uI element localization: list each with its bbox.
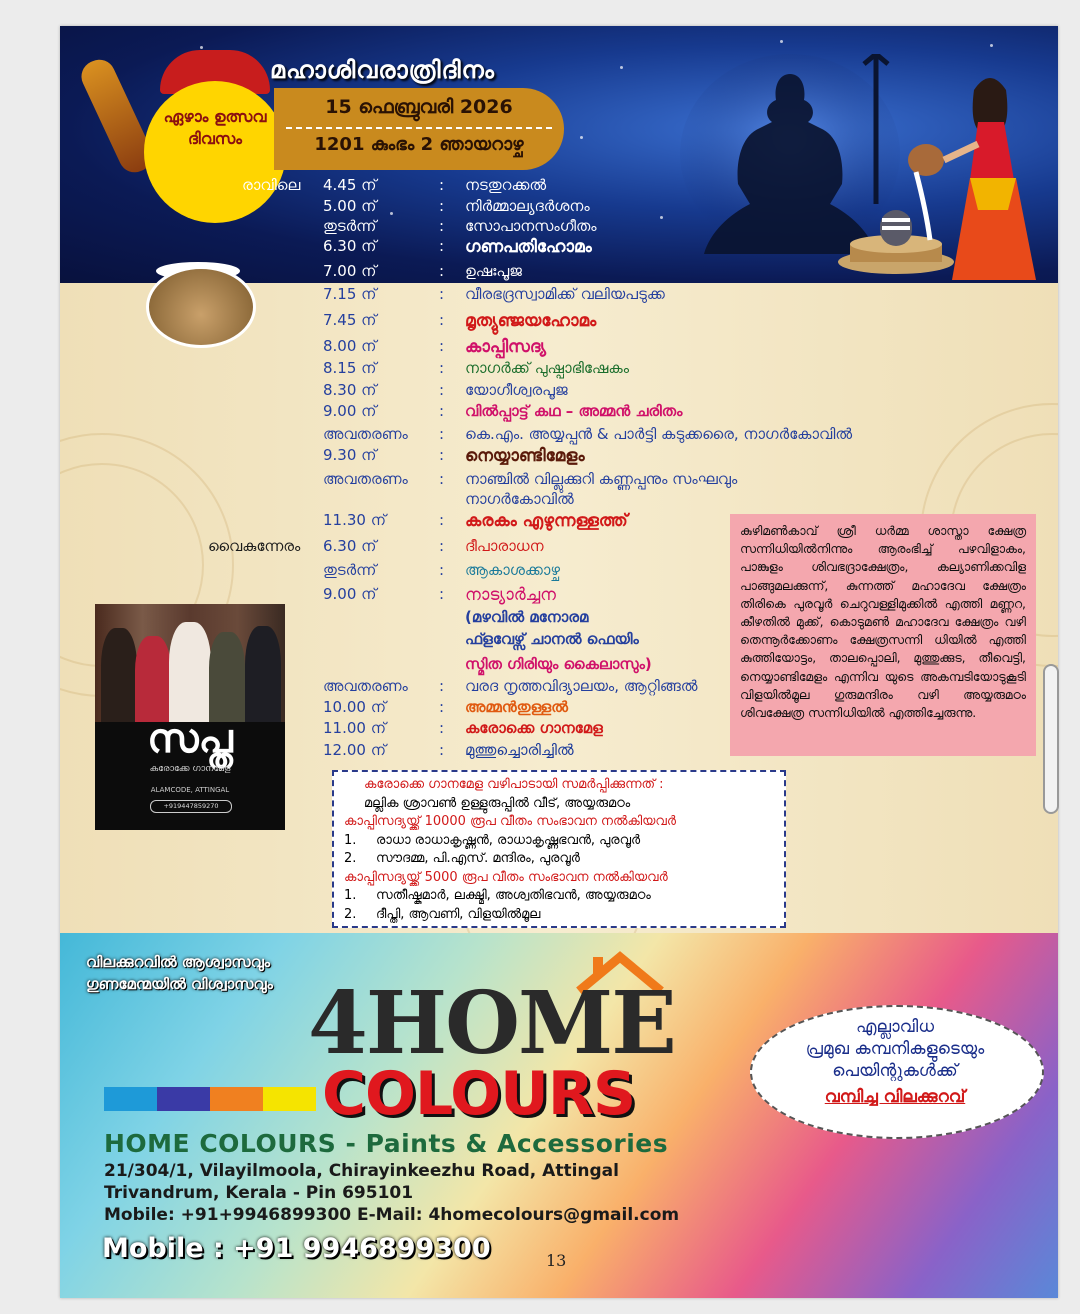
schedule-time: 6.30 ന് bbox=[323, 537, 377, 555]
schedule-time: 7.15 ന് bbox=[323, 285, 377, 303]
schedule-row bbox=[60, 237, 1058, 259]
schedule-colon: : bbox=[439, 511, 445, 529]
schedule-row bbox=[60, 197, 1058, 219]
date-english: 15 ഫെബ്രുവരി 2026 bbox=[325, 96, 513, 118]
schedule-row bbox=[60, 490, 1058, 512]
schedule-event: നടതുറക്കൽ bbox=[465, 176, 547, 194]
sponsor-heading: കരോക്കെ ഗാനമേള വഴിപാടായി സമർപ്പിക്കുന്നത് : bbox=[364, 777, 664, 792]
schedule-event: വീരഭദ്രസ്വാമിക്ക് വലിയപടുക്ക bbox=[465, 285, 665, 303]
schedule-event: (മഴവിൽ മനോരമ bbox=[465, 608, 589, 626]
schedule-event: നാഞ്ചിൽ വില്ലുക്കുറി കണ്ണപ്പനും സംഘവും bbox=[465, 470, 738, 488]
troupe-poster bbox=[95, 604, 285, 830]
schedule-time: 8.00 ന് bbox=[323, 337, 377, 355]
schedule-row bbox=[60, 446, 1058, 468]
schedule-colon: : bbox=[439, 337, 445, 355]
sponsor-item bbox=[344, 850, 774, 869]
ad-address: Trivandrum, Kerala - Pin 695101 bbox=[104, 1183, 414, 1203]
schedule-event: നിർമ്മാല്യദർശനം bbox=[465, 197, 590, 215]
sponsor-group-heading: കാപ്പിസദ്യയ്ക്ക് 5000 രൂപ വീതം സംഭാവന നൽകിയവർ bbox=[344, 869, 668, 885]
schedule-event: നാട്യാർച്ചന bbox=[465, 585, 556, 605]
ad-slogan: ഗുണമേന്മയിൽ വിശ്വാസവും bbox=[86, 975, 273, 993]
schedule-time: 8.15 ന് bbox=[323, 359, 377, 377]
schedule-row bbox=[60, 311, 1058, 333]
schedule-colon: : bbox=[439, 741, 445, 759]
programme-page bbox=[60, 26, 1058, 1298]
troupe-location: ALAMCODE, ATTINGAL bbox=[150, 786, 230, 794]
schedule-event: ദീപാരാധന bbox=[465, 537, 544, 555]
date-malayalam: 1201 കുംഭം 2 ഞായറാഴ്ച bbox=[314, 134, 524, 155]
schedule-time: 7.00 ന് bbox=[323, 262, 377, 280]
schedule-row bbox=[60, 359, 1058, 381]
ad-slogan: വിലക്കുറവിൽ ആശ്വാസവും bbox=[86, 953, 271, 971]
sponsor-name: സതീഷ്കുമാർ, ലക്ഷ്മി, അശ്വതിഭവൻ, അയ്യരുമഠം bbox=[376, 888, 651, 903]
sponsor-num: 1. bbox=[344, 888, 357, 903]
schedule-event: യോഗീശ്വരപൂജ bbox=[465, 381, 568, 399]
sponsor-group-heading: കാപ്പിസദ്യയ്ക്ക് 10000 രൂപ വീതം സംഭാവന നൽകിയവർ bbox=[344, 814, 676, 829]
ad-address: 21/304/1, Vilayilmoola, Chirayinkeezhu Road, Attingal bbox=[104, 1161, 619, 1181]
schedule-time: 12.00 ന് bbox=[323, 741, 386, 759]
offer-text: എല്ലാവിധ bbox=[856, 1017, 934, 1037]
page-title: മഹാശിവരാത്രിദിനം bbox=[270, 56, 495, 84]
sponsor-name: ദീപ്തി, ആവണി, വിളയിൽമൂല bbox=[376, 906, 541, 922]
schedule-row bbox=[60, 217, 1058, 239]
sponsor-num: 2. bbox=[344, 906, 357, 922]
schedule-time: 10.00 ന് bbox=[323, 698, 386, 716]
schedule-time: 5.00 ന് bbox=[323, 197, 377, 215]
schedule-colon: : bbox=[439, 470, 445, 488]
troupe-phone: +919447859270 bbox=[150, 800, 232, 813]
schedule-row bbox=[60, 470, 1058, 492]
schedule-event: കരകം എഴുന്നള്ളത്ത് bbox=[465, 511, 628, 531]
schedule-event: സ്മിത ഗിരിയും കൈലാസും) bbox=[465, 655, 652, 673]
ad-mobile: Mobile : +91 9946899300 bbox=[102, 1233, 491, 1264]
schedule-colon: : bbox=[439, 425, 445, 443]
schedule-time: അവതരണം bbox=[323, 677, 408, 695]
main-sponsor: മല്ലിക ശ്രാവൺ ഉള്ളുരുപ്പിൽ വീട്, അയ്യരുമഠം bbox=[364, 795, 631, 811]
troupe-subtitle: കരോക്കേ ഗാനമേള bbox=[149, 764, 231, 774]
schedule-time: 6.30 ന് bbox=[323, 237, 377, 255]
schedule-colon: : bbox=[439, 311, 445, 329]
schedule-event: കെ.എം. അയ്യപ്പൻ & പാർട്ടി കടുക്കരൈ, നാഗർകോവിൽ bbox=[465, 425, 853, 443]
schedule-time: 11.00 ന് bbox=[323, 719, 386, 737]
schedule-event: നാഗർകോവിൽ bbox=[465, 490, 574, 508]
color-swatch bbox=[157, 1087, 210, 1111]
ad-contact: Mobile: +91+9946899300 E-Mail: 4homecolours@gmail.com bbox=[104, 1205, 680, 1225]
schedule-colon: : bbox=[439, 698, 445, 716]
schedule-colon: : bbox=[439, 359, 445, 377]
schedule-time: 9.30 ന് bbox=[323, 446, 377, 464]
schedule-colon: : bbox=[439, 197, 445, 215]
schedule-colon: : bbox=[439, 176, 445, 194]
schedule-colon: : bbox=[439, 237, 445, 255]
schedule-time: 11.30 ന് bbox=[323, 511, 386, 529]
troupe-title: സപ്ത bbox=[147, 716, 233, 762]
schedule-time: 4.45 ന് bbox=[323, 176, 377, 194]
schedule-row bbox=[60, 285, 1058, 307]
sponsor-num: 2. bbox=[344, 851, 357, 866]
schedule-event: മുത്തുച്ചൊരിച്ചിൽ bbox=[465, 741, 574, 759]
schedule-row bbox=[60, 337, 1058, 359]
schedule-colon: : bbox=[439, 285, 445, 303]
schedule-event: നാഗർക്ക് പുഷ്പാഭിഷേകം bbox=[465, 359, 629, 377]
schedule-time: അവതരണം bbox=[323, 470, 408, 488]
schedule-colon: : bbox=[439, 537, 445, 555]
schedule-time: അവതരണം bbox=[323, 425, 408, 443]
color-swatch bbox=[104, 1087, 157, 1111]
ad-tagline: HOME COLOURS - Paints & Accessories bbox=[104, 1129, 669, 1158]
sponsor-num: 1. bbox=[344, 832, 357, 848]
scrollbar[interactable] bbox=[1043, 664, 1059, 814]
sponsor-name: രാധാ രാധാകൃഷ്ണൻ, രാധാകൃഷ്ണഭവൻ, പുരവൂർ bbox=[376, 832, 641, 848]
schedule-time: തുടർന്ന് bbox=[323, 217, 377, 235]
sponsor-name: സൗദമ്മ, പി.എസ്. മന്ദിരം, പുരവൂർ bbox=[376, 851, 580, 866]
schedule-row bbox=[60, 262, 1058, 284]
date-divider bbox=[286, 127, 552, 129]
color-swatch bbox=[263, 1087, 316, 1111]
festival-day-label: ഏഴാം ഉത്സവ ദിവസം bbox=[163, 107, 267, 148]
schedule-colon: : bbox=[439, 719, 445, 737]
schedule-time: 7.45 ന് bbox=[323, 311, 377, 329]
schedule-time: 9.00 ന് bbox=[323, 402, 377, 420]
schedule-event: കരോക്കെ ഗാനമേള bbox=[465, 719, 603, 737]
color-swatch-bar bbox=[104, 1087, 316, 1111]
schedule-row bbox=[60, 425, 1058, 447]
offer-text: പ്രമുഖ കമ്പനികളുടെയും bbox=[805, 1039, 985, 1059]
schedule-event: ആകാശക്കാഴ്ച bbox=[465, 561, 560, 579]
schedule-time: 8.30 ന് bbox=[323, 381, 377, 399]
schedule-colon: : bbox=[439, 381, 445, 399]
schedule-period: വൈകുന്നേരം bbox=[208, 537, 301, 555]
schedule-event: മൃത്യുഞ്ജയഹോമം bbox=[465, 311, 597, 331]
schedule-row bbox=[60, 402, 1058, 424]
offer-text: പെയിന്റുകൾക്ക് bbox=[832, 1061, 958, 1081]
brand-name: 4HOME bbox=[308, 973, 675, 1074]
schedule-time: 9.00 ന് bbox=[323, 585, 377, 603]
schedule-event: വിൽപ്പാട്ട് കഥ – അമ്മൻ ചരിതം bbox=[465, 402, 683, 420]
schedule-event: ഫ്ളവേഴ്സ് ചാനൽ ഫെയിം bbox=[465, 630, 639, 648]
schedule-colon: : bbox=[439, 217, 445, 235]
page-number: 13 bbox=[546, 1251, 567, 1270]
troupe-photo bbox=[95, 604, 285, 722]
sponsor-item bbox=[344, 832, 774, 851]
advertisement bbox=[60, 933, 1058, 1298]
schedule-event: ഗണപതിഹോമം bbox=[465, 237, 592, 257]
schedule-colon: : bbox=[439, 446, 445, 464]
schedule-event: നെയ്യാണ്ടിമേളം bbox=[465, 446, 585, 466]
schedule-colon: : bbox=[439, 585, 445, 603]
schedule-row bbox=[60, 176, 1058, 198]
schedule-colon: : bbox=[439, 262, 445, 280]
sponsor-box bbox=[332, 770, 786, 928]
brand-subname: COLOURS bbox=[322, 1059, 636, 1129]
schedule-event: ഉഷഃപൂജ bbox=[465, 262, 522, 280]
procession-note: കുഴിമൺകാവ് ശ്രീ ധർമ്മ ശാസ്താ ക്ഷേത്ര സന്നിധിയിൽനിന്നും ആരംഭിച്ച് പഴവിളാകം, പാങ്കുളം ശിവഭദ്രാക്ഷേത്രം, കല്യാണിക്കവിള പാങ്ങുമലക്കുന്ന്, കുന്നത്ത് മഹാദേവ ക്ഷേത്രം തിരികെ പുരവൂർ ചെറുവള്ളിമുക്കിൽ എത്തി മണ്ണറ, കീഴതിൽ മുക്ക്, കൊടുമൺ മഹാദേവ ക്ഷേത്രം വഴി തെന്നൂർക്കോണം ക്ഷേത്രസന്നി ധിയിൽ എത്തി കുത്തിയോട്ടം, താലപ്പൊലി, മുത്തുക്കുട, തീവെട്ടി, നെയ്യാണ്ടിമേളം എന്നിവ യുടെ അകമ്പടിയോടുകൂടി വിളയിൽമൂല ഗുരുമന്ദിരം വഴി അയ്യരുമഠം ശിവക്ഷേത്ര സന്നിധിയിൽ എത്തിച്ചേരുന്നു. bbox=[730, 514, 1036, 756]
sponsor-item bbox=[344, 887, 774, 906]
schedule-period: രാവിലെ bbox=[242, 176, 301, 194]
schedule-row bbox=[60, 381, 1058, 403]
color-swatch bbox=[210, 1087, 263, 1111]
sponsor-item bbox=[344, 906, 774, 925]
schedule-colon: : bbox=[439, 677, 445, 695]
schedule-colon: : bbox=[439, 561, 445, 579]
offer-highlight: വമ്പിച്ച വിലക്കുറവ് bbox=[824, 1087, 966, 1107]
schedule-event: അമ്മൻതുള്ളൽ bbox=[465, 698, 568, 716]
schedule-colon: : bbox=[439, 402, 445, 420]
schedule-event: കാപ്പിസദ്യ bbox=[465, 337, 547, 357]
schedule-time: തുടർന്ന് bbox=[323, 561, 377, 579]
schedule-event: സോപാനസംഗീതം bbox=[465, 217, 597, 235]
schedule-event: വരദ നൃത്തവിദ്യാലയം, ആറ്റിങ്ങൽ bbox=[465, 677, 698, 695]
